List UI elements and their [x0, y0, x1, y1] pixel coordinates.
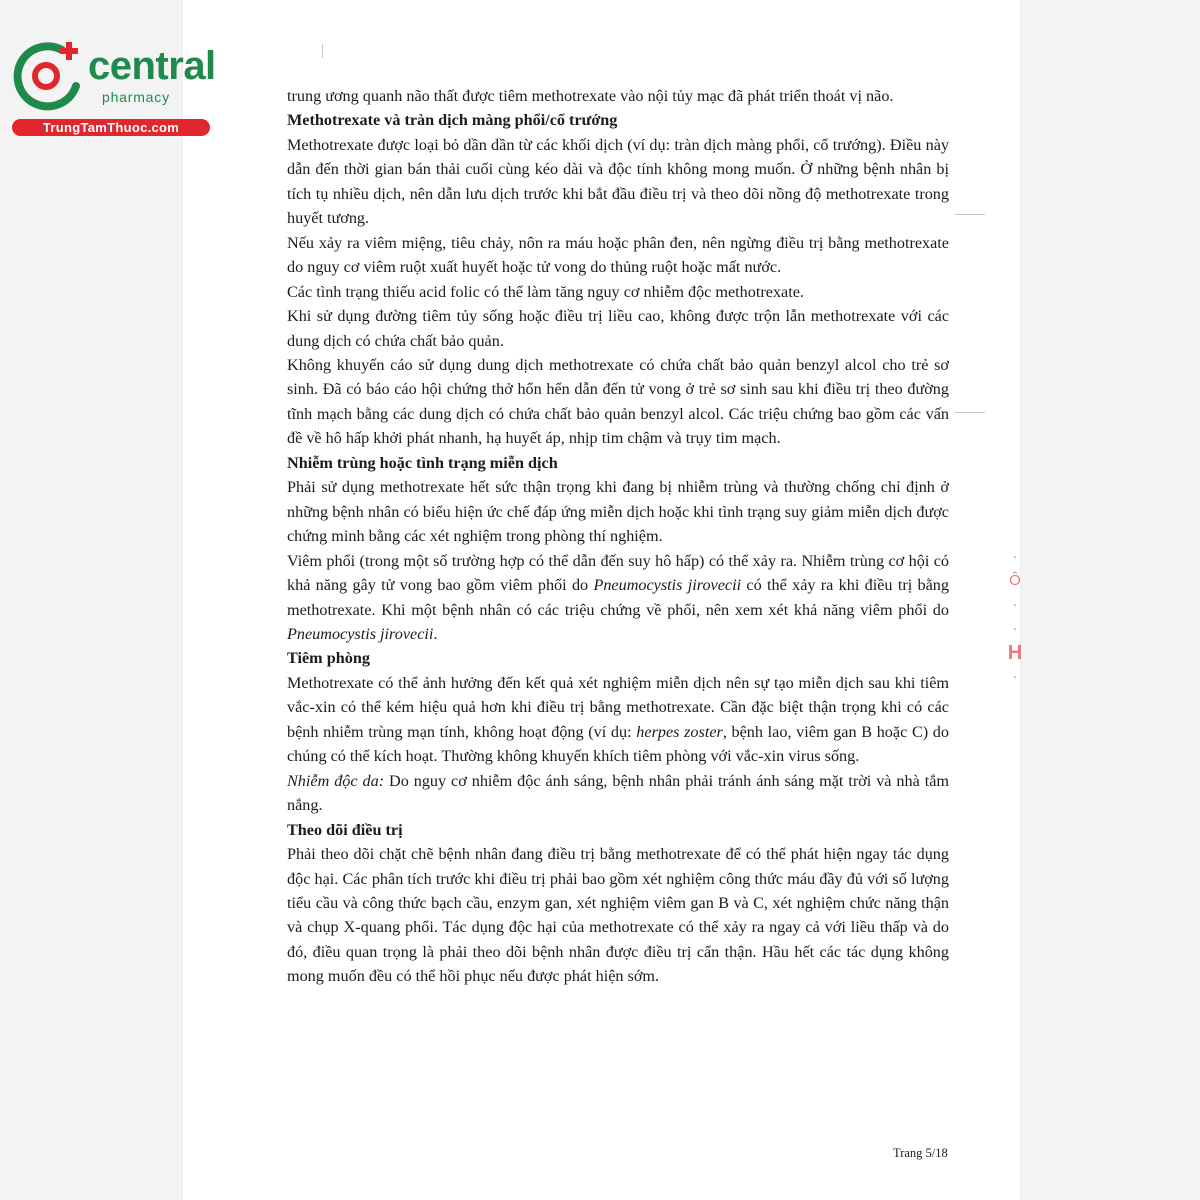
section-heading: Theo dõi điều trị: [287, 820, 403, 839]
pharmacy-cross-icon: [10, 38, 86, 114]
paragraph: Không khuyến cáo sử dụng dung dịch methotrexate có chứa chất bảo quản benzyl alcol cho trẻ sơ sinh. Đã có báo cáo hội chứng thở hổn hển dẫn đến tử vong ở trẻ sơ sinh sau khi điều trị theo đường tĩnh mạch bằng các dung dịch có chứa chất bảo quản benzyl alcol. Các triệu chứng bao gồm các vấn đề về hô hấp khởi phát nhanh, hạ huyết áp, nhịp tim chậm và trụy tim mạch.: [287, 355, 949, 448]
logo-brand-text: central: [88, 44, 216, 88]
paragraph: Nếu xảy ra viêm miệng, tiêu chảy, nôn ra máu hoặc phân đen, nên ngừng điều trị bằng methotrexate do nguy cơ viêm ruột xuất huyết hoặc tử vong do thủng ruột hoặc mất nước.: [287, 233, 949, 277]
text-run: Methotrexate có thể ảnh hưởng đến kết quả xét nghiệm miễn dịch nên sự tạo miễn dịch sau khi tiêm vắc-xin có thể kém hiệu quả hơn khi điều trị bằng methotrexate. Cần đặc biệt thận trọng khi có các bệnh nhiễm trùng mạn tính, không hoạt động (ví dụ:: [287, 673, 949, 741]
paragraph: Phải theo dõi chặt chẽ bệnh nhân đang điều trị bằng methotrexate để có thể phát hiện ngay tác dụng độc hại. Các phân tích trước khi điều trị phải bao gồm xét nghiệm công thức máu đầy đủ với số lượng tiểu cầu và công thức bạch cầu, enzym gan, xét nghiệm viêm gan B và C, xét nghiệm chức năng thận và chụp X-quang phổi. Tác dụng độc hại của methotrexate có thể xảy ra ngay cả với liều thấp và do đó, điều quan trọng là phải theo dõi bệnh nhân được điều trị cẩn thận. Hầu hết các tác dụng không mong muốn đều có thể hồi phục nếu được phát hiện sớm.: [287, 845, 949, 986]
paragraph: Phải sử dụng methotrexate hết sức thận trọng khi đang bị nhiễm trùng và thường chống chỉ định ở những bệnh nhân có biểu hiện ức chế đáp ứng miễn dịch hoặc khi tình trạng suy giảm miễn dịch được chứng minh bằng các xét nghiệm trong phòng thí nghiệm.: [287, 478, 949, 546]
paragraph: Các tình trạng thiếu acid folic có thể làm tăng nguy cơ nhiễm độc methotrexate.: [287, 282, 804, 301]
paragraph: [287, 769, 949, 818]
page-number: Trang 5/18: [893, 1146, 948, 1160]
italic-term: Pneumocystis jirovecii: [593, 576, 742, 595]
paragraph: [287, 549, 949, 647]
text-run: Viêm phổi (trong một số trường hợp có thể dẫn đến suy hô hấp) có thể xảy ra. Nhiễm trùng cơ hội có khả năng gây tử vong bao gồm viêm phổi do: [287, 551, 949, 595]
text-run: .: [433, 624, 438, 643]
italic-term: Pneumocystis jirovecii: [287, 624, 434, 643]
paragraph: Methotrexate được loại bỏ dần dần từ các khối dịch (ví dụ: tràn dịch màng phổi, cổ trướng). Điều này dẫn đến thời gian bán thải cuối cùng kéo dài và độc tính không mong muốn. Ở những bệnh nhân bị tích tụ nhiều dịch, nên dẫn lưu dịch trước khi bắt đầu điều trị và theo dõi nồng độ methotrexate trong huyết tương.: [287, 135, 949, 228]
logo-sub-text: pharmacy: [102, 89, 170, 105]
section-heading: Tiêm phòng: [287, 649, 370, 668]
paragraph: Khi sử dụng đường tiêm tủy sống hoặc điều trị liều cao, không được trộn lẫn methotrexate với các dung dịch có chứa chất bảo quản.: [287, 307, 949, 350]
scan-mark: [955, 412, 985, 413]
document-body: [287, 84, 949, 989]
section-heading: Nhiễm trùng hoặc tình trạng miễn dịch: [287, 453, 558, 472]
italic-term: Nhiễm độc da:: [287, 771, 385, 790]
section-heading: Methotrexate và tràn dịch màng phổi/cổ trướng: [287, 111, 618, 130]
stamp-letter: Ô: [1009, 572, 1021, 589]
stamp-letter: H: [1007, 642, 1023, 664]
italic-term: herpes zoster: [636, 722, 723, 741]
text-run: có thể xảy ra khi điều trị bằng methotrexate. Khi một bệnh nhân có các triệu chứng về phổi, nên xem xét khả năng viêm phổi do: [287, 576, 949, 619]
text-run: , bệnh lao, viêm gan B hoặc C) do chúng có thể kích hoạt. Thường không khuyến khích tiêm phòng với vắc-xin virus sống.: [287, 722, 949, 766]
scan-mark: [955, 214, 985, 215]
text-run: Do nguy cơ nhiễm độc ánh sáng, bệnh nhân phải tránh ánh sáng mặt trời và nhà tắm nắng.: [287, 771, 950, 815]
logo-url-badge: TrungTamThuoc.com: [12, 119, 210, 136]
red-stamp-fragment: · Ô · · H ·: [1005, 545, 1025, 689]
scan-mark: [322, 44, 323, 58]
paragraph: [287, 671, 949, 769]
paragraph: trung ương quanh não thất được tiêm methotrexate vào nội tủy mạc đã phát triển thoát vị não.: [287, 87, 894, 105]
central-pharmacy-logo: [10, 38, 215, 136]
